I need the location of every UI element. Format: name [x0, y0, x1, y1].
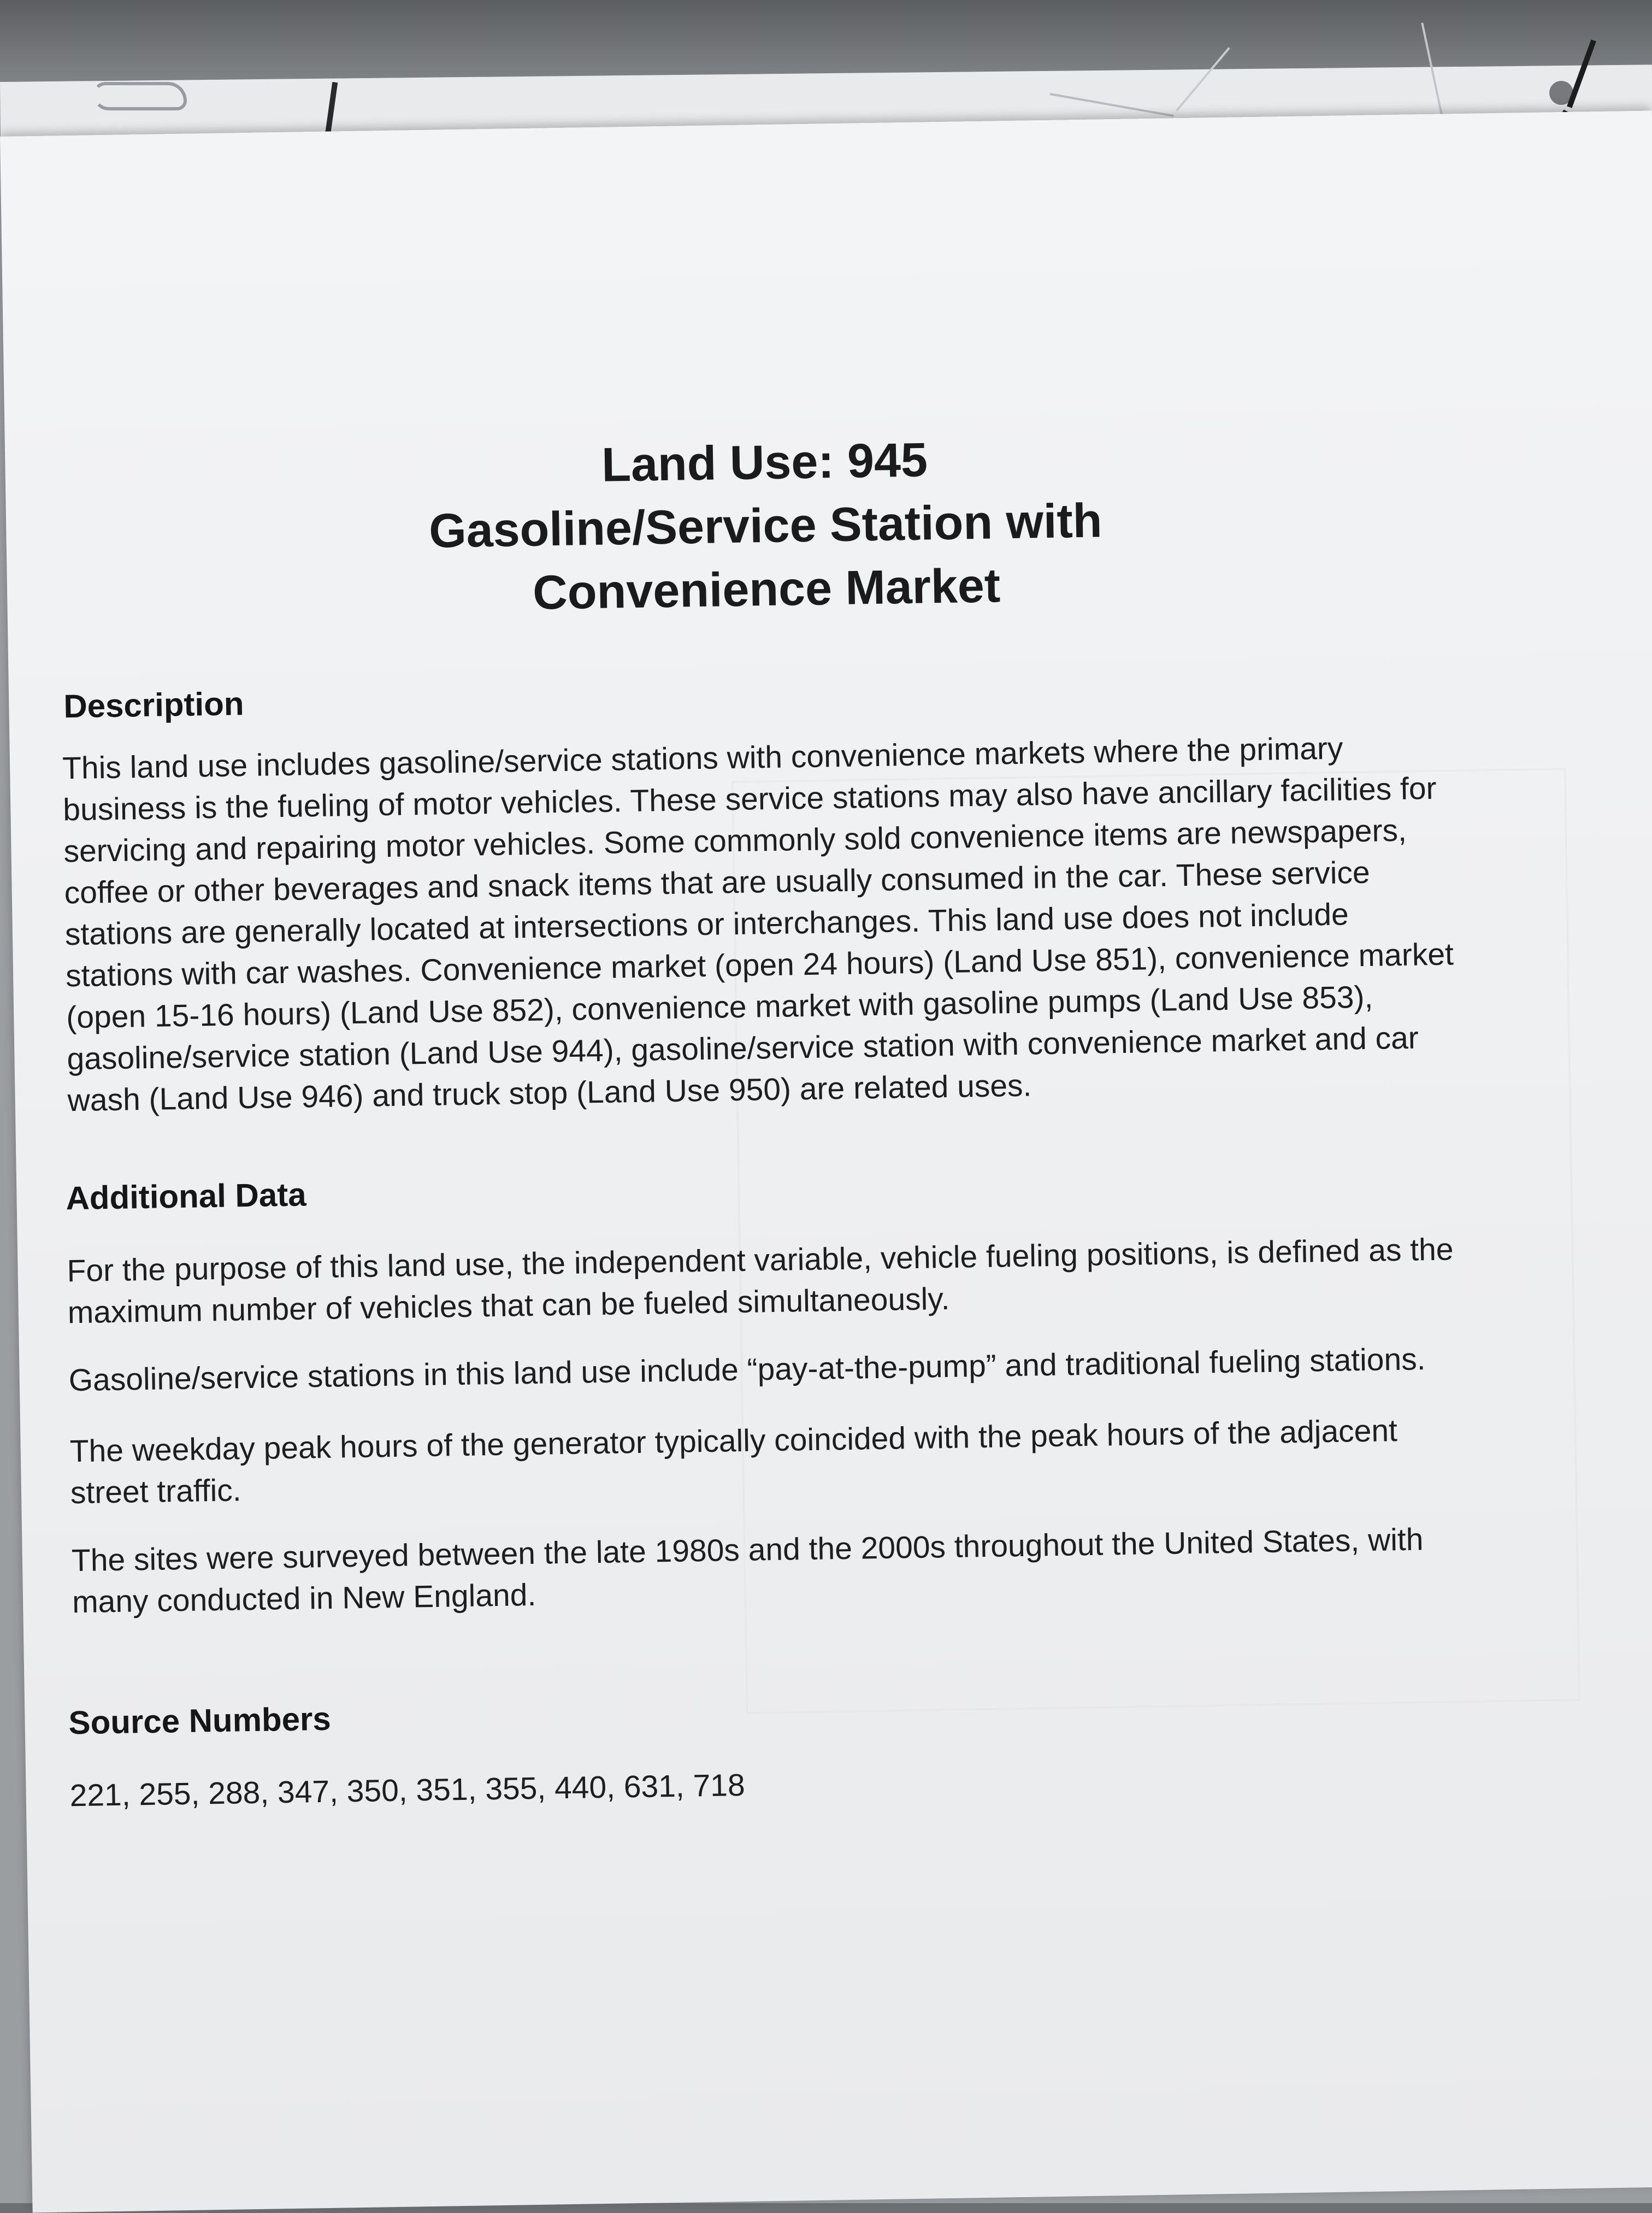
document-page	[0, 111, 1652, 2213]
description-line: stations with car washes. Convenience market (open 24 hours) (Land Use 851), convenience market	[65, 937, 1454, 994]
description-line: (open 15-16 hours) (Land Use 852), convenience market with gasoline pumps (Land Use 853),	[66, 979, 1373, 1035]
description-paragraph	[62, 724, 1565, 1121]
description-line: stations are generally located at intersections or interchanges. This land use does not include	[64, 897, 1349, 952]
description-line: coffee or other beverages and snack items that are usually consumed in the car. These service	[64, 855, 1371, 911]
title-line-category: Gasoline/Service Station with	[428, 493, 1103, 558]
description-line: This land use includes gasoline/service stations with convenience markets where the primary	[62, 731, 1343, 786]
description-line: business is the fueling of motor vehicles. These service stations may also have ancillary facilities for	[62, 770, 1437, 828]
additional-data-line: The weekday peak hours of the generator typically coincided with the peak hours of the adjacent	[69, 1413, 1398, 1469]
page-title	[5, 419, 1526, 633]
source-numbers-list: 221, 255, 288, 347, 350, 351, 355, 440, 631, 718	[69, 1767, 746, 1814]
additional-data-line: Gasoline/service stations in this land use include “pay-at-the-pump” and traditional fueling stations.	[68, 1341, 1426, 1398]
source-numbers-heading: Source Numbers	[68, 1700, 332, 1741]
additional-data-line: maximum number of vehicles that can be fueled simultaneously.	[67, 1281, 950, 1331]
description-line: wash (Land Use 946) and truck stop (Land Use 950) are related uses.	[67, 1068, 1032, 1119]
description-line: gasoline/service station (Land Use 944), gasoline/service station with convenience market and car	[67, 1020, 1419, 1077]
source-numbers-paragraph	[69, 1751, 1567, 1816]
additional-data-line: street traffic.	[70, 1473, 242, 1511]
title-line-land-use: Land Use: 945	[601, 432, 928, 492]
additional-data-line: For the purpose of this land use, the independent variable, vehicle fueling positions, is defined as the	[67, 1232, 1454, 1289]
additional-data-line: The sites were surveyed between the late 1980s and the 2000s throughout the United States, with	[71, 1522, 1424, 1579]
additional-data-heading: Additional Data	[66, 1176, 307, 1217]
underlying-sheet-scribble	[93, 82, 187, 110]
additional-data-line: many conducted in New England.	[72, 1577, 536, 1620]
description-heading: Description	[63, 685, 244, 725]
title-line-category-cont: Convenience Market	[532, 558, 1001, 620]
description-line: servicing and repairing motor vehicles. Some commonly sold convenience items are newspapers,	[63, 813, 1407, 869]
